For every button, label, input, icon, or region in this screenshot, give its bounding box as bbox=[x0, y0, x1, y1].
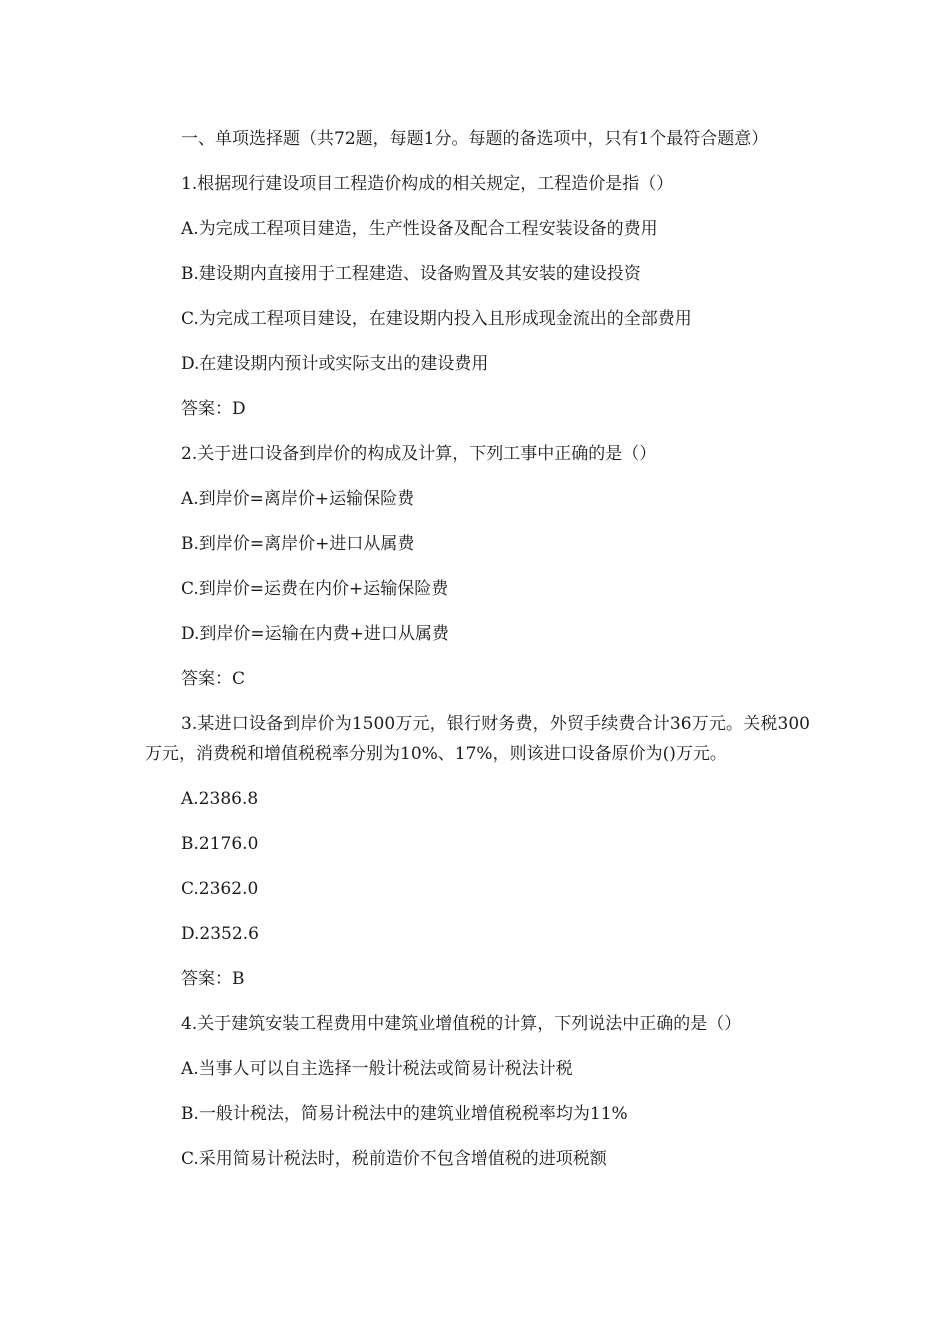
document-body bbox=[145, 124, 810, 1174]
question-answer: 答案：B bbox=[181, 969, 245, 989]
question-stem: 2.关于进口设备到岸价的构成及计算，下列工事中正确的是（） bbox=[181, 444, 657, 464]
question-option: A.为完成工程项目建造，生产性设备及配合工程安装设备的费用 bbox=[181, 219, 658, 239]
question-stem: 1.根据现行建设项目工程造价构成的相关规定，工程造价是指（） bbox=[181, 174, 674, 194]
question-option: B.一般计税法，简易计税法中的建筑业增值税税率均为11% bbox=[181, 1104, 628, 1124]
question-option: D.2352.6 bbox=[181, 924, 259, 944]
question-option: C.到岸价=运费在内价+运输保险费 bbox=[181, 579, 449, 599]
question-option: C.2362.0 bbox=[181, 879, 259, 899]
question-option: D.在建设期内预计或实际支出的建设费用 bbox=[181, 354, 489, 374]
question-option: A.2386.8 bbox=[181, 789, 259, 809]
question-option: B.到岸价=离岸价+进口从属费 bbox=[181, 534, 415, 554]
question-option: B.建设期内直接用于工程建造、设备购置及其安装的建设投资 bbox=[181, 264, 641, 284]
section-heading: 一、单项选择题（共72题，每题1分。每题的备选项中，只有1个最符合题意） bbox=[181, 129, 769, 149]
question-answer: 答案：D bbox=[181, 399, 246, 419]
question-option: B.2176.0 bbox=[181, 834, 259, 854]
question-option: D.到岸价=运输在内费+进口从属费 bbox=[181, 624, 449, 644]
question-option: A.当事人可以自主选择一般计税法或简易计税法计税 bbox=[181, 1059, 573, 1079]
question-stem: 4.关于建筑安装工程费用中建筑业增值税的计算，下列说法中正确的是（） bbox=[181, 1014, 742, 1034]
question-option: C.采用简易计税法时，税前造价不包含增值税的进项税额 bbox=[181, 1149, 607, 1169]
question-option: A.到岸价=离岸价+运输保险费 bbox=[181, 489, 415, 509]
question-stem: 3.某进口设备到岸价为1500万元，银行财务费，外贸手续费合计36万元。关税300万元，消费税和增值税税率分别为10%、17%，则该进口设备原价为()万元。 bbox=[145, 714, 810, 764]
question-option: C.为完成工程项目建设，在建设期内投入且形成现金流出的全部费用 bbox=[181, 309, 692, 329]
question-answer: 答案：C bbox=[181, 669, 246, 689]
